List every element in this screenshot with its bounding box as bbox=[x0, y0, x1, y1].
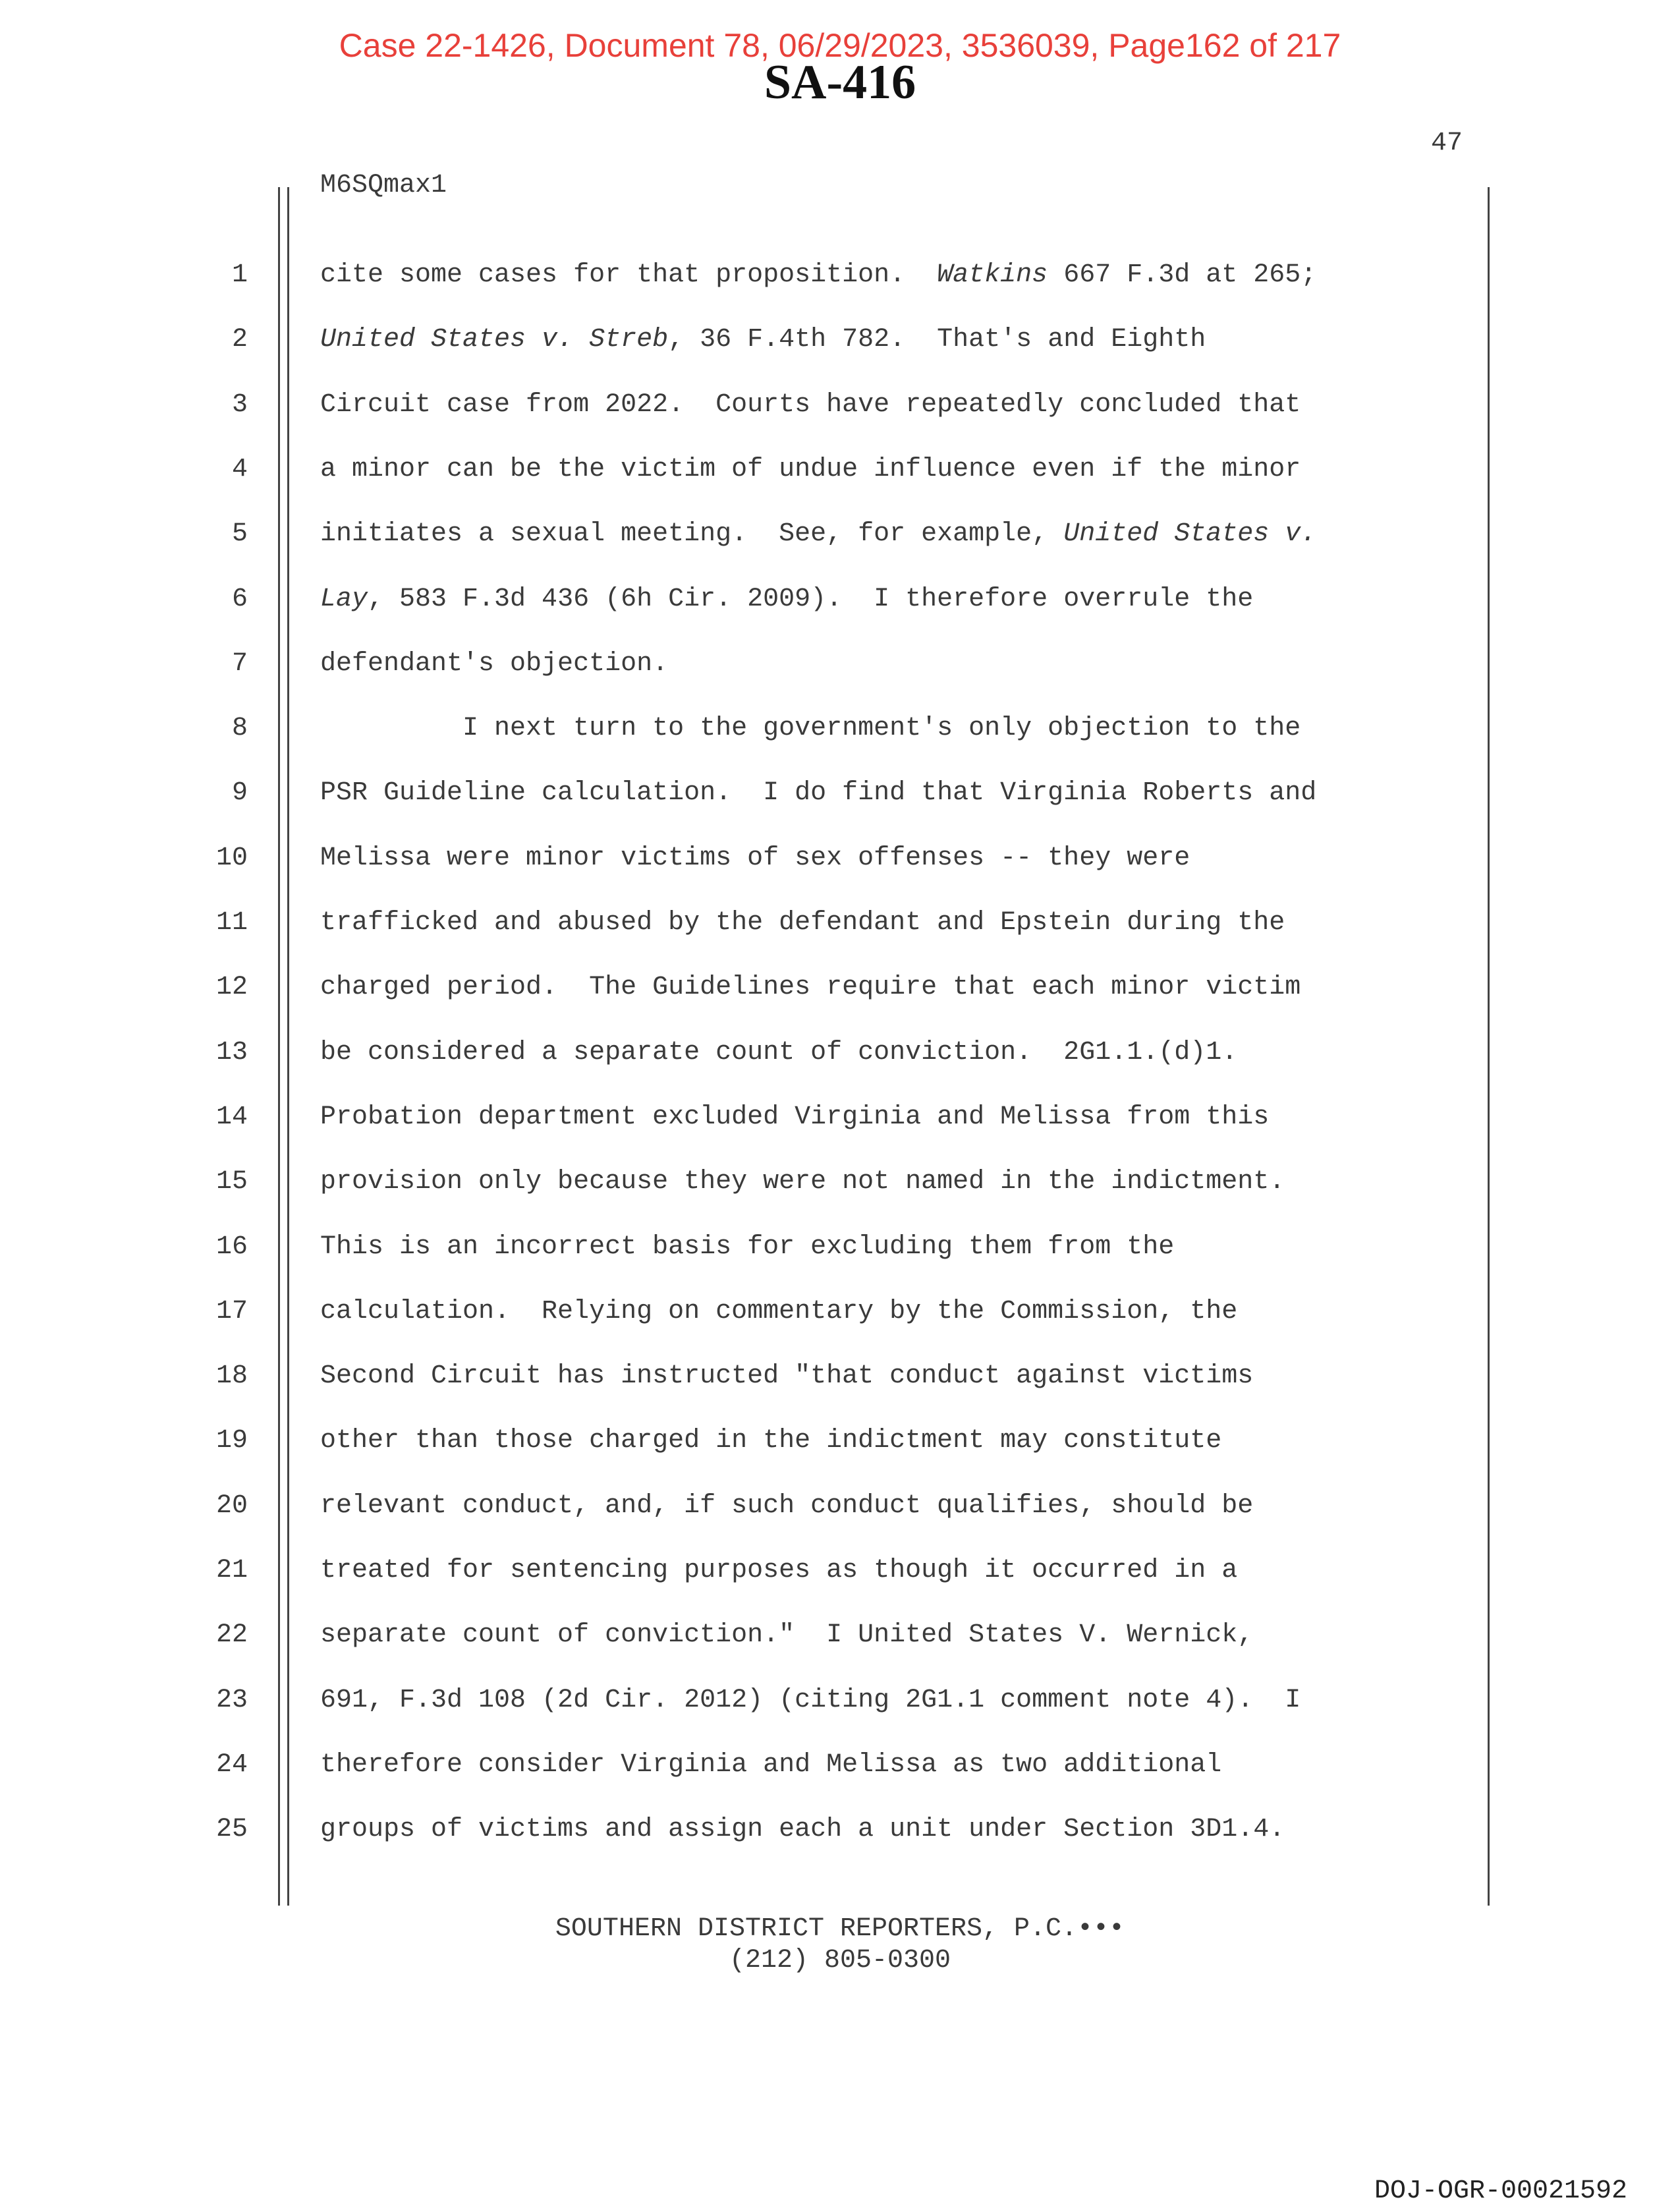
line-number: 22 bbox=[215, 1620, 248, 1650]
line-segment: Circuit case from 2022. Courts have repeatedly concluded that bbox=[320, 390, 1301, 420]
line-segment: defendant's objection. bbox=[320, 649, 669, 679]
line-segment: cite some cases for that proposition. bbox=[320, 260, 938, 290]
line-number: 6 bbox=[231, 584, 248, 614]
transcript-line bbox=[320, 1752, 1221, 1778]
line-segment: Melissa were minor victims of sex offenses -- they were bbox=[320, 843, 1190, 873]
transcript-line bbox=[320, 1687, 1301, 1714]
transcript-line bbox=[320, 262, 1316, 289]
line-number: 5 bbox=[231, 519, 248, 549]
line-number: 21 bbox=[215, 1556, 248, 1585]
case-citation: United States v. bbox=[1063, 519, 1317, 549]
transcript-page-number: 47 bbox=[1430, 128, 1463, 158]
reporter-name: SOUTHERN DISTRICT REPORTERS, P.C.••• bbox=[555, 1914, 1125, 1944]
transcript-line bbox=[320, 586, 1253, 613]
case-citation: United States v. Streb bbox=[320, 325, 669, 354]
line-number: 9 bbox=[231, 778, 248, 808]
left-margin-rule-inner bbox=[287, 187, 289, 1906]
line-segment: trafficked and abused by the defendant and Epstein during the bbox=[320, 908, 1285, 938]
line-number: 19 bbox=[215, 1426, 248, 1456]
line-number: 10 bbox=[215, 843, 248, 873]
line-segment: charged period. The Guidelines require that each minor victim bbox=[320, 973, 1301, 1002]
left-margin-rule-outer bbox=[278, 187, 280, 1906]
line-number: 8 bbox=[231, 714, 248, 743]
line-segment: Probation department excluded Virginia and Melissa from this bbox=[320, 1102, 1270, 1132]
transcript-line bbox=[320, 1622, 1253, 1649]
right-margin-rule bbox=[1488, 187, 1490, 1906]
bates-number: DOJ-OGR-00021592 bbox=[1374, 2176, 1627, 2206]
line-segment: a minor can be the victim of undue influence even if the minor bbox=[320, 455, 1301, 484]
line-number: 4 bbox=[231, 455, 248, 484]
transcript-case-id: M6SQmax1 bbox=[320, 171, 447, 200]
line-number: 13 bbox=[215, 1038, 248, 1067]
appendix-page-label: SA-416 bbox=[764, 55, 916, 109]
line-segment: initiates a sexual meeting. See, for example, bbox=[320, 519, 1064, 549]
line-number: 18 bbox=[215, 1361, 248, 1391]
transcript-line bbox=[320, 780, 1316, 807]
line-number: 11 bbox=[215, 908, 248, 938]
line-segment: separate count of conviction." I United States V. Wernick, bbox=[320, 1620, 1254, 1650]
case-citation: Lay bbox=[320, 584, 368, 614]
line-segment: PSR Guideline calculation. I do find that Virginia Roberts and bbox=[320, 778, 1317, 808]
transcript-line bbox=[320, 1428, 1221, 1454]
line-segment: groups of victims and assign each a unit under Section 3D1.4. bbox=[320, 1815, 1285, 1844]
line-segment: treated for sentencing purposes as though it occurred in a bbox=[320, 1556, 1238, 1585]
line-segment: other than those charged in the indictment may constitute bbox=[320, 1426, 1222, 1456]
line-number: 20 bbox=[215, 1491, 248, 1521]
line-number: 7 bbox=[231, 649, 248, 679]
transcript-line bbox=[320, 392, 1301, 418]
line-number: 1 bbox=[231, 260, 248, 290]
transcript-line bbox=[320, 457, 1301, 483]
transcript-line bbox=[320, 327, 1206, 353]
line-number: 2 bbox=[231, 325, 248, 354]
line-number: 23 bbox=[215, 1686, 248, 1715]
line-segment: be considered a separate count of conviction. 2G1.1.(d)1. bbox=[320, 1038, 1238, 1067]
transcript-line bbox=[320, 1817, 1285, 1843]
transcript-line bbox=[320, 1040, 1237, 1066]
line-number: 17 bbox=[215, 1297, 248, 1326]
transcript-line bbox=[320, 1234, 1174, 1261]
transcript-line bbox=[320, 845, 1190, 872]
transcript-line bbox=[320, 716, 1301, 742]
line-segment: provision only because they were not named in the indictment. bbox=[320, 1167, 1285, 1197]
transcript-line bbox=[320, 1363, 1253, 1390]
line-segment: , 36 F.4th 782. That's and Eighth bbox=[668, 325, 1206, 354]
line-segment: Second Circuit has instructed "that conduct against victims bbox=[320, 1361, 1254, 1391]
line-segment: therefore consider Virginia and Melissa as two additional bbox=[320, 1750, 1222, 1780]
line-segment: , 583 F.3d 436 (6h Cir. 2009). I therefore overrule the bbox=[368, 584, 1254, 614]
line-segment: 667 F.3d at 265; bbox=[1048, 260, 1317, 290]
case-citation: Watkins bbox=[937, 260, 1048, 290]
line-number: 16 bbox=[215, 1232, 248, 1262]
line-number: 12 bbox=[215, 973, 248, 1002]
line-number: 14 bbox=[215, 1102, 248, 1132]
line-number: 3 bbox=[231, 390, 248, 420]
line-segment: relevant conduct, and, if such conduct qualifies, should be bbox=[320, 1491, 1254, 1521]
line-segment: I next turn to the government's only objection to the bbox=[320, 714, 1301, 743]
transcript-line bbox=[320, 1299, 1237, 1325]
line-number: 24 bbox=[215, 1750, 248, 1780]
transcript-line bbox=[320, 910, 1285, 936]
reporter-phone: (212) 805-0300 bbox=[729, 1946, 951, 1975]
transcript-line bbox=[320, 521, 1316, 548]
line-number: 15 bbox=[215, 1167, 248, 1197]
line-segment: This is an incorrect basis for excluding them from the bbox=[320, 1232, 1175, 1262]
transcript-line bbox=[320, 1493, 1253, 1519]
case-filing-stamp: Case 22-1426, Document 78, 06/29/2023, 3536039, Page162 of 217 bbox=[339, 27, 1341, 64]
line-number: 25 bbox=[215, 1815, 248, 1844]
transcript-line bbox=[320, 1558, 1237, 1584]
line-segment: 691, F.3d 108 (2d Cir. 2012) (citing 2G1.1 comment note 4). I bbox=[320, 1686, 1301, 1715]
transcript-line bbox=[320, 651, 668, 677]
line-segment: calculation. Relying on commentary by the Commission, the bbox=[320, 1297, 1238, 1326]
transcript-line bbox=[320, 1169, 1285, 1195]
transcript-line bbox=[320, 975, 1301, 1001]
transcript-line bbox=[320, 1104, 1269, 1131]
